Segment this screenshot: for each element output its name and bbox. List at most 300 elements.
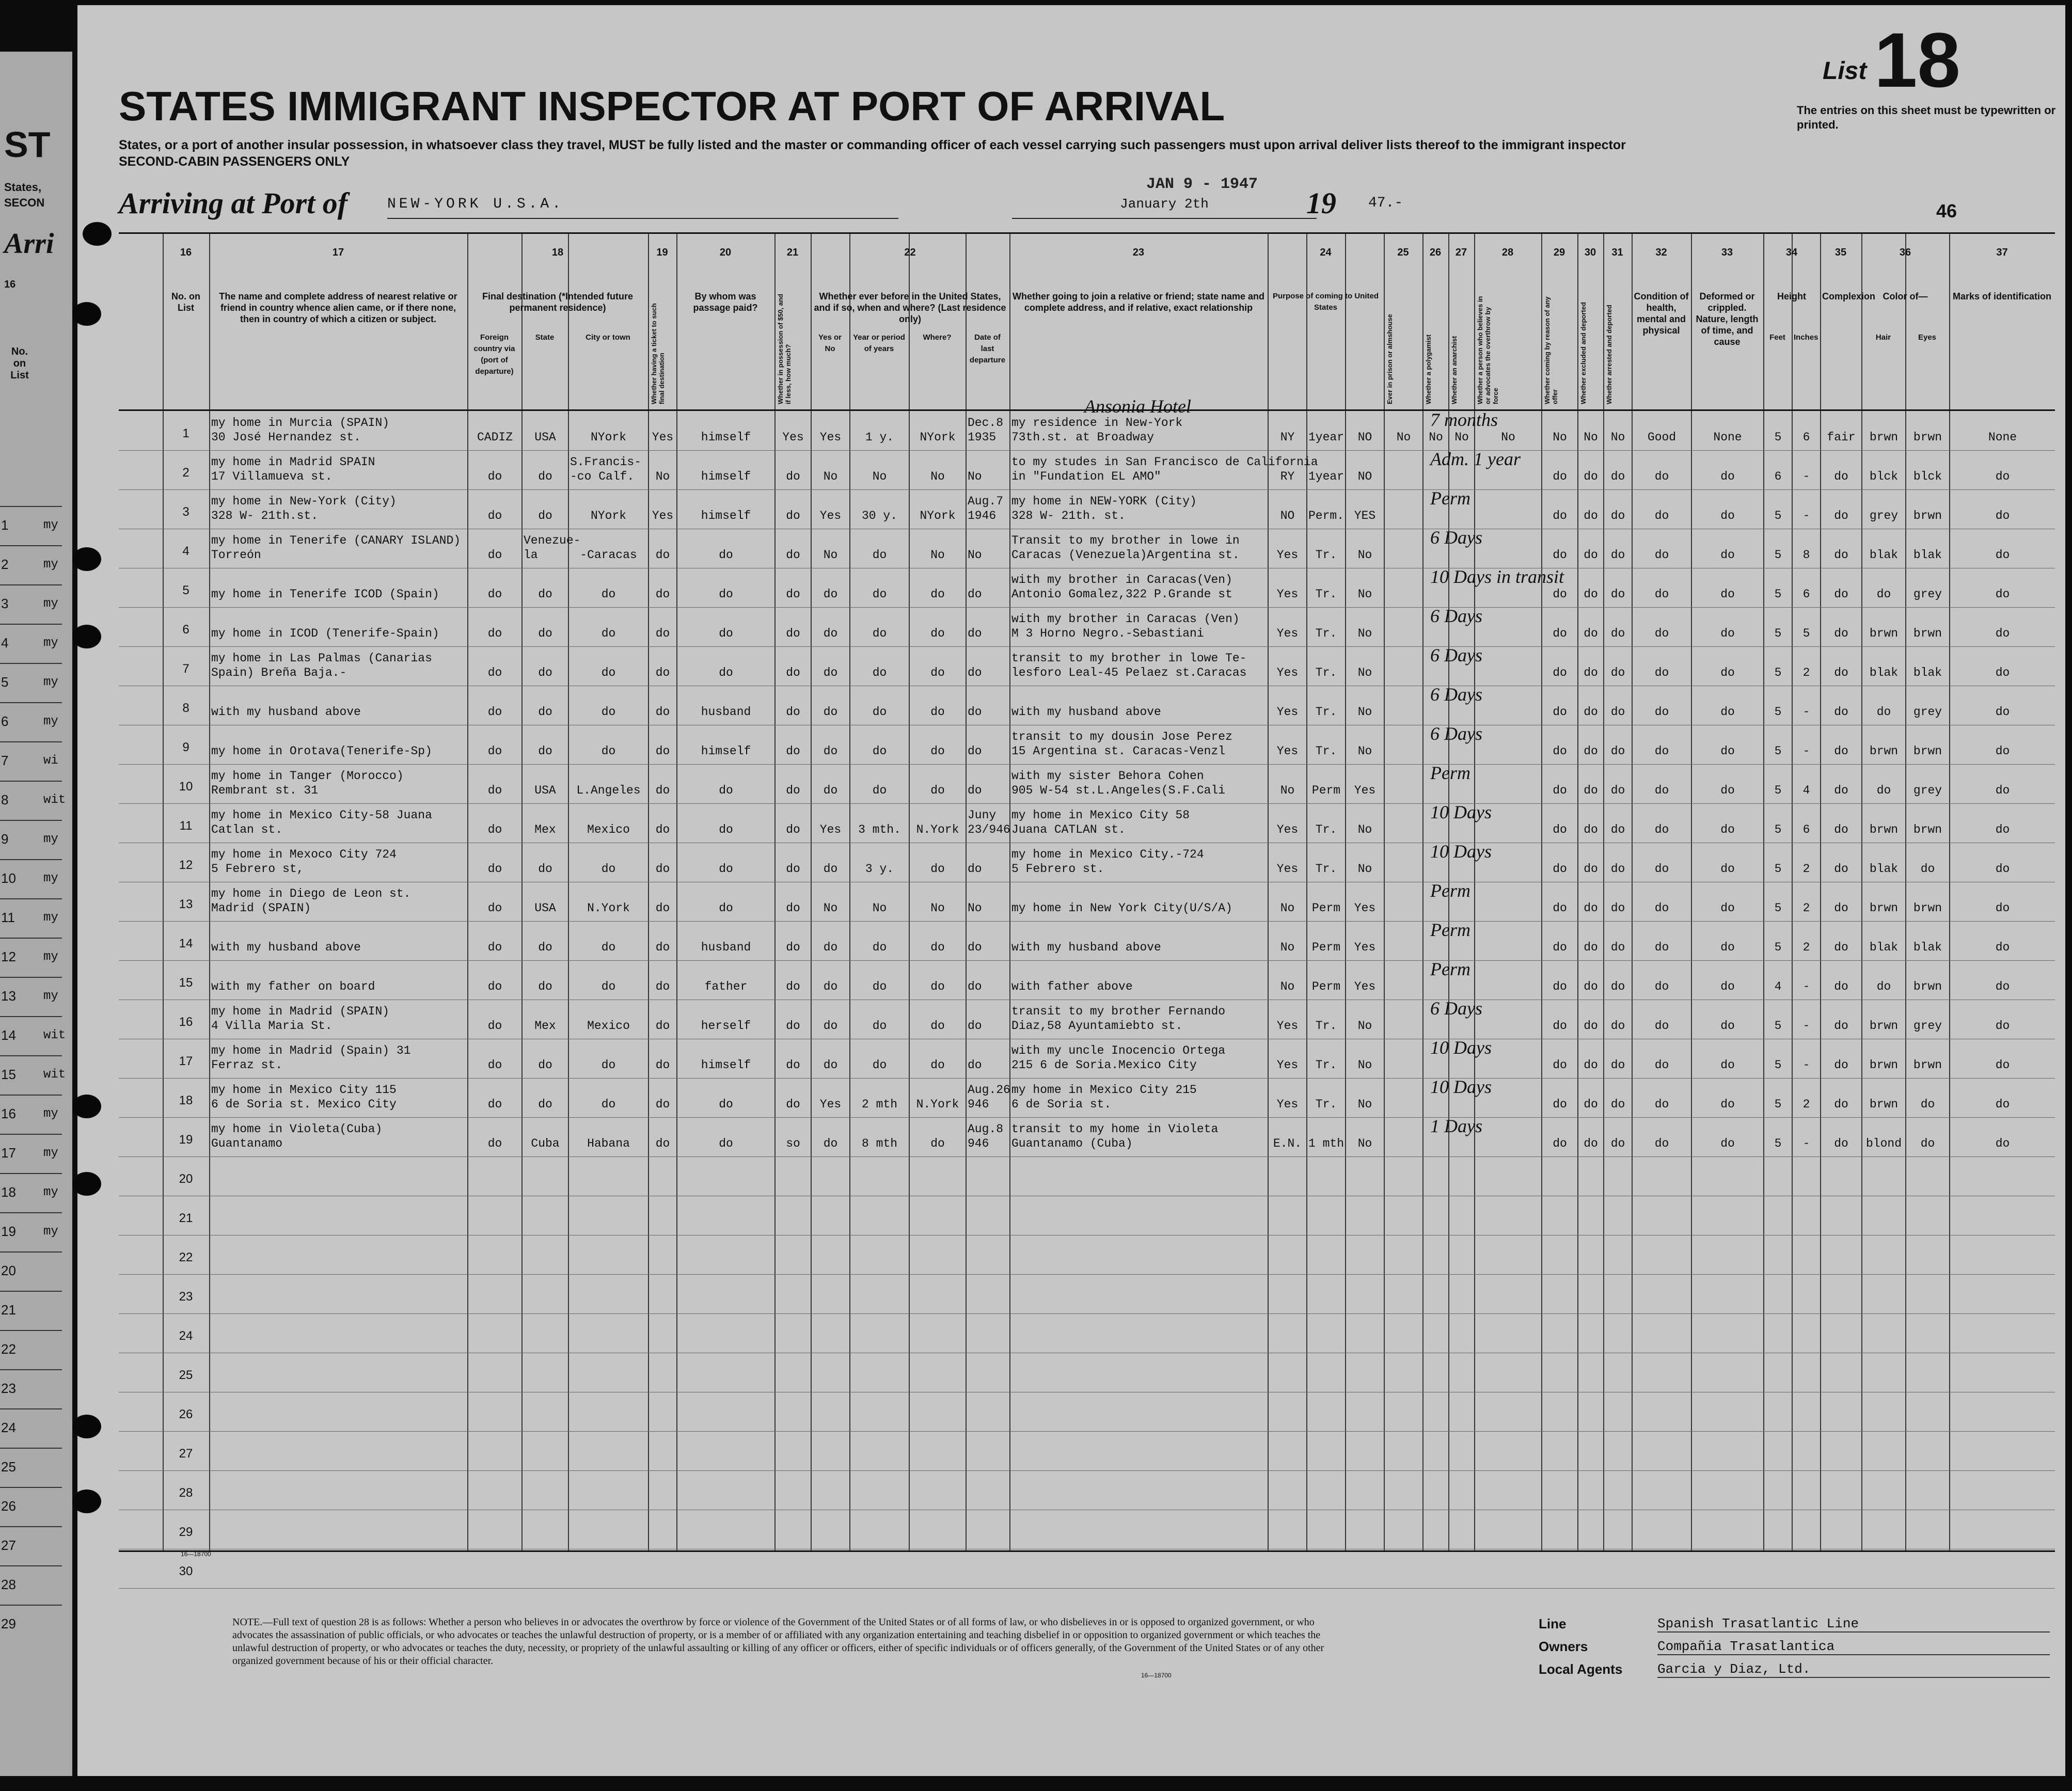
column-header: The name and complete address of nearest relative or friend in country whence alien came, or if there none, then in country of which a citizen or subject. [219, 291, 457, 324]
column-header: Whether arrested and deported [1605, 305, 1613, 404]
column-header: Whether a person who believes in or advocates the overthrow by force [1476, 296, 1499, 404]
table-cell: 1year [1308, 431, 1345, 444]
handwritten-note: 6 Days [1430, 723, 1482, 744]
table-cell: do [823, 705, 838, 719]
table-cell: do [655, 901, 670, 915]
page-title: STATES IMMIGRANT INSPECTOR AT PORT OF ARRIVAL [119, 83, 1225, 129]
table-cell: do [968, 941, 982, 954]
table-cell: 5 [1774, 431, 1782, 444]
table-cell: 5 [1774, 548, 1782, 562]
table-cell: do [872, 1019, 887, 1033]
table-cell: No [1357, 705, 1372, 719]
table-cell: do [872, 980, 887, 993]
table-cell: my home in New-York (City) [211, 495, 397, 508]
table-cell: USA [534, 901, 556, 915]
table-cell: NO [1280, 509, 1295, 522]
previous-sheet-line: States, [4, 181, 42, 194]
column-header: Final destination (*Intended future permanent residence) [482, 291, 633, 313]
table-cell: No [1280, 784, 1295, 797]
table-cell: do [655, 941, 670, 954]
table-cell: 2 [1802, 901, 1810, 915]
table-cell: No [930, 901, 945, 915]
table-cell: my home in New York City(U/S/A) [1011, 901, 1232, 915]
table-cell: do [487, 980, 502, 993]
table-cell: Mexico [587, 1019, 630, 1033]
previous-sheet-row [0, 977, 62, 1017]
table-cell: do [968, 1058, 982, 1072]
table-cell: do [786, 588, 800, 601]
table-cell: do [601, 627, 616, 640]
table-cell: 2 [1802, 666, 1810, 679]
table-cell: do [1610, 744, 1625, 758]
table-row [119, 1313, 2055, 1353]
table-cell: 215 6 de Soria.Mexico City [1011, 1058, 1197, 1072]
table-cell: Spain) Breña Baja.- [211, 666, 347, 679]
table-cell: with my husband above [1011, 941, 1161, 954]
table-cell: Perm [1311, 784, 1341, 797]
table-cell: do [1876, 784, 1891, 797]
table-cell: do [1553, 941, 1567, 954]
table-cell: do [1610, 941, 1625, 954]
row-number: 16 [179, 1015, 193, 1029]
table-cell: Dec.8 [968, 416, 1004, 430]
row-number: 1 [182, 426, 189, 440]
table-cell: 17 Villamueva st. [211, 470, 333, 483]
table-cell: my home in Madrid (SPAIN) [211, 1005, 390, 1018]
table-cell: do [655, 980, 670, 993]
table-cell: No [1357, 1058, 1372, 1072]
table-cell: E.N. [1273, 1137, 1302, 1150]
table-cell: do [1720, 1098, 1735, 1111]
table-cell: la [524, 548, 538, 562]
table-cell: do [1920, 1137, 1935, 1150]
table-cell: do [601, 588, 616, 601]
previous-sheet-row-number: 8 [1, 792, 9, 807]
table-cell: do [1834, 1019, 1848, 1033]
previous-sheet-row [0, 781, 66, 821]
table-cell: 23/946 [968, 823, 1010, 836]
column-number: 33 [1721, 247, 1733, 258]
table-cell: 5 [1774, 823, 1782, 836]
table-cell: do [1610, 705, 1625, 719]
table-cell: 905 W-54 st.L.Angeles(S.F.Cali [1011, 784, 1226, 797]
column-number: 23 [1132, 247, 1145, 258]
table-cell: brwn [1869, 744, 1899, 758]
table-cell: Yes [652, 431, 674, 444]
table-cell: do [1654, 470, 1669, 483]
table-cell: do [655, 666, 670, 679]
table-cell: Madrid (SPAIN) [211, 901, 311, 915]
table-cell: Tr. [1315, 744, 1337, 758]
table-cell: do [487, 627, 502, 640]
table-cell: No [968, 901, 982, 915]
table-cell: brwn [1869, 1019, 1899, 1033]
column-header: Where? [923, 333, 952, 342]
table-cell: do [1654, 823, 1669, 836]
previous-sheet-row [0, 1016, 66, 1056]
table-cell: 6 [1802, 431, 1810, 444]
table-cell: 5 [1802, 627, 1810, 640]
table-cell: 5 [1774, 1137, 1782, 1150]
table-cell: do [1995, 588, 2010, 601]
table-cell: do [1995, 823, 2010, 836]
previous-sheet-row-text: wit [43, 1028, 66, 1042]
previous-sheet-row-number: 10 [1, 870, 16, 886]
table-cell: -co Calf. [570, 470, 635, 483]
list-note: The entries on this sheet must be typewritten or printed. [1797, 104, 2056, 131]
list-number-block [1792, 15, 2060, 134]
table-cell: blak [1869, 941, 1899, 954]
column-header: By whom was passage paid? [693, 291, 758, 313]
previous-sheet-row-number: 4 [1, 635, 9, 651]
table-cell: do [487, 548, 502, 562]
table-cell: Torreón [211, 548, 261, 562]
previous-sheet-col-number: 16 [4, 279, 16, 290]
table-cell: No [1584, 431, 1598, 444]
table-cell: do [1995, 901, 2010, 915]
previous-sheet-row-text: my [43, 832, 58, 846]
table-cell: do [538, 980, 552, 993]
table-cell: Tr. [1315, 1098, 1337, 1111]
table-cell: Tr. [1315, 548, 1337, 562]
column-header: Inches [1794, 333, 1818, 342]
column-header: Whether in possession of $50, and if less, how much? [777, 294, 792, 404]
table-row [119, 725, 2055, 765]
table-cell: do [786, 470, 800, 483]
table-cell: do [1553, 1058, 1567, 1072]
previous-sheet-row-number: 12 [1, 949, 16, 964]
table-cell: Perm [1311, 901, 1341, 915]
previous-sheet-row-number: 29 [1, 1616, 16, 1631]
table-cell: Yes [1276, 744, 1299, 758]
previous-sheet-row-text: my [43, 911, 58, 925]
previous-sheet-row-number: 18 [1, 1184, 16, 1200]
table-cell: do [786, 705, 800, 719]
table-cell: grey [1913, 784, 1942, 797]
table-cell: my home in Diego de Leon st. [211, 887, 411, 900]
previous-sheet-row-text: my [43, 558, 58, 572]
table-cell: do [1720, 1137, 1735, 1150]
table-row [119, 882, 2055, 922]
table-cell: do [719, 627, 733, 640]
table-cell: do [786, 784, 800, 797]
table-cell: my home in Tenerife (CANARY ISLAND) [211, 534, 461, 547]
table-cell: do [538, 588, 552, 601]
table-cell: do [1654, 548, 1669, 562]
table-cell: - [1802, 1019, 1810, 1033]
punch-hole [72, 547, 101, 571]
table-cell: do [1610, 823, 1625, 836]
table-cell: Ferraz st. [211, 1058, 283, 1072]
table-row [119, 803, 2055, 843]
handwritten-note: 1 Days [1430, 1116, 1482, 1136]
table-cell: do [538, 941, 552, 954]
previous-sheet-line: SECON [4, 196, 45, 209]
table-cell: do [655, 1058, 670, 1072]
table-cell: do [823, 1058, 838, 1072]
table-cell: do [1654, 705, 1669, 719]
row-number: 22 [179, 1250, 193, 1264]
table-cell: do [1995, 627, 2010, 640]
table-cell: YES [1354, 509, 1376, 522]
table-cell: do [786, 862, 800, 876]
table-cell: do [1553, 588, 1567, 601]
handwritten-note: 10 Days [1430, 1076, 1492, 1097]
table-cell: do [487, 784, 502, 797]
table-cell: 4 [1802, 784, 1810, 797]
previous-sheet-line: Arri [4, 228, 54, 260]
table-cell: do [930, 705, 945, 719]
table-cell: Yes [1276, 548, 1299, 562]
table-cell: do [930, 941, 945, 954]
table-cell: grey [1913, 705, 1942, 719]
date-stamp: JAN 9 - 1947 [1146, 176, 1258, 193]
table-cell: grey [1913, 1019, 1942, 1033]
table-row [119, 1392, 2055, 1432]
table-cell: do [719, 862, 733, 876]
table-cell: my home in Mexico City 215 [1011, 1083, 1197, 1097]
table-cell: do [930, 1019, 945, 1033]
table-cell: brwn [1913, 980, 1942, 993]
previous-sheet-row-number: 24 [1, 1420, 16, 1435]
table-cell: No [823, 901, 838, 915]
table-cell: do [872, 784, 887, 797]
table-cell: my home in Violeta(Cuba) [211, 1122, 383, 1136]
table-cell: 3 y. [865, 862, 894, 876]
table-cell: Yes [1276, 1098, 1299, 1111]
table-cell: do [968, 627, 982, 640]
table-cell: - [1802, 509, 1810, 522]
table-cell: do [1834, 744, 1848, 758]
column-number: 29 [1553, 247, 1565, 258]
handwritten-note: Adm. 1 year [1430, 449, 1521, 469]
column-header: State [535, 333, 555, 342]
owners-label: Owners [1539, 1639, 1588, 1654]
row-number: 28 [179, 1486, 193, 1500]
table-cell: Yes [819, 823, 842, 836]
table-cell: do [1610, 470, 1625, 483]
table-cell: do [1995, 1058, 2010, 1072]
table-cell: 1 y. [865, 431, 894, 444]
table-row [119, 960, 2055, 1000]
table-cell: do [1995, 1137, 2010, 1150]
year-prefix: 19 [1306, 186, 1336, 220]
table-cell: do [1584, 548, 1598, 562]
table-cell: do [1610, 862, 1625, 876]
table-cell: do [930, 666, 945, 679]
handwritten-note: Perm [1430, 763, 1470, 783]
table-cell: 8 [1802, 548, 1810, 562]
table-row [119, 1000, 2055, 1039]
table-cell: do [1834, 1098, 1848, 1111]
table-cell: do [719, 823, 733, 836]
table-cell: No [1454, 431, 1469, 444]
table-cell: do [538, 627, 552, 640]
column-header: Date of last departure [969, 333, 1006, 364]
table-cell: do [1584, 470, 1598, 483]
table-cell: NO [1357, 470, 1372, 483]
table-cell: None [1988, 431, 2017, 444]
table-cell: Tr. [1315, 862, 1337, 876]
table-cell: do [968, 744, 982, 758]
table-cell: grey [1869, 509, 1899, 522]
column-number: 17 [332, 247, 344, 258]
table-cell: No [1357, 1137, 1372, 1150]
table-cell: No [968, 470, 982, 483]
table-cell: Guantanamo [211, 1137, 283, 1150]
column-header: Whether going to join a relative or friend; state name and complete address, and if relative, exact relationship [1012, 291, 1265, 313]
table-cell: do [968, 588, 982, 601]
table-cell: do [1720, 705, 1735, 719]
table-row [119, 1078, 2055, 1118]
punch-hole [72, 1172, 101, 1196]
table-cell: do [1995, 1019, 2010, 1033]
table-cell: do [487, 470, 502, 483]
column-header: City or town [586, 333, 630, 342]
row-number: 8 [182, 701, 189, 715]
table-cell: do [930, 627, 945, 640]
table-cell: Perm. [1308, 509, 1345, 522]
table-cell: do [1720, 784, 1735, 797]
table-cell: brwn [1913, 1058, 1942, 1072]
previous-sheet-row [0, 1526, 62, 1566]
handwritten-note: Perm [1430, 959, 1470, 979]
table-cell: do [930, 588, 945, 601]
table-cell: Yes [1354, 901, 1376, 915]
table-cell: do [1654, 1019, 1669, 1033]
column-header: Feet [1769, 333, 1785, 342]
column-number: 22 [904, 247, 916, 258]
table-cell: brwn [1869, 627, 1899, 640]
table-cell: husband [701, 705, 751, 719]
table-cell: Tr. [1315, 666, 1337, 679]
previous-sheet-row-text: my [43, 675, 58, 689]
table-cell: do [601, 705, 616, 719]
table-cell: do [487, 744, 502, 758]
table-cell: No [1357, 666, 1372, 679]
table-cell: NYork [920, 431, 956, 444]
table-cell: do [487, 1019, 502, 1033]
table-cell: NO [1357, 431, 1372, 444]
table-cell: do [1995, 509, 2010, 522]
table-cell: lesforo Leal-45 Pelaez st.Caracas [1011, 666, 1247, 679]
table-cell: blck [1869, 470, 1899, 483]
column-header: Whether a polygamist [1425, 334, 1432, 404]
table-cell: Yes [1276, 1058, 1299, 1072]
row-number: 30 [179, 1564, 193, 1578]
table-cell: do [1920, 862, 1935, 876]
table-cell: do [1553, 1098, 1567, 1111]
table-cell: do [1654, 509, 1669, 522]
previous-sheet-row-number: 7 [1, 753, 9, 768]
table-cell: 5 Febrero st, [211, 862, 304, 876]
arrival-date: January 2th [1012, 196, 1317, 219]
table-cell: do [930, 744, 945, 758]
table-cell: do [601, 862, 616, 876]
table-cell: brwn [1869, 431, 1899, 444]
table-cell: NYork [590, 431, 626, 444]
previous-sheet-row-number: 23 [1, 1381, 16, 1396]
table-cell: do [1834, 470, 1848, 483]
column-header: Ever in prison or almshouse [1386, 314, 1394, 404]
table-cell: 328 W- 21th.st. [211, 509, 319, 522]
table-cell: do [1995, 548, 2010, 562]
row-number: 26 [179, 1407, 193, 1421]
table-cell: N.York [587, 901, 630, 915]
column-number: 28 [1501, 247, 1514, 258]
table-row [119, 686, 2055, 725]
table-cell: do [1995, 470, 2010, 483]
column-number: 26 [1429, 247, 1442, 258]
row-number: 3 [182, 505, 189, 519]
table-cell: Caracas (Venezuela)Argentina st. [1011, 548, 1240, 562]
column-number: 21 [786, 247, 799, 258]
table-cell: do [872, 627, 887, 640]
table-cell: brwn [1869, 823, 1899, 836]
table-cell: do [1553, 509, 1567, 522]
form-code: 16—18700 [181, 1550, 211, 1558]
table-cell: grey [1913, 588, 1942, 601]
table-row [119, 921, 2055, 961]
table-cell: - [1802, 1137, 1810, 1150]
handwritten-note: 6 Days [1430, 998, 1482, 1019]
table-cell: my home in NEW-YORK (City) [1011, 495, 1197, 508]
table-cell: do [655, 744, 670, 758]
table-cell: do [786, 941, 800, 954]
table-cell: 2 mth [861, 1098, 897, 1111]
previous-sheet-row [0, 1291, 62, 1331]
table-cell: do [1834, 1058, 1848, 1072]
row-number: 27 [179, 1447, 193, 1461]
row-number: 23 [179, 1290, 193, 1304]
table-cell: Aug.7 [968, 495, 1004, 508]
previous-sheet-row [0, 1369, 62, 1409]
table-cell: brwn [1869, 1098, 1899, 1111]
table-cell: do [1584, 509, 1598, 522]
previous-sheet-row [0, 898, 62, 939]
previous-sheet-row-number: 22 [1, 1341, 16, 1357]
previous-sheet-row-text: my [43, 989, 58, 1003]
table-cell: do [1720, 862, 1735, 876]
table-cell: Yes [1276, 823, 1299, 836]
punch-hole [72, 302, 101, 326]
table-cell: do [601, 1098, 616, 1111]
previous-sheet-row [0, 663, 62, 703]
table-cell: Yes [819, 1098, 842, 1111]
table-cell: do [968, 666, 982, 679]
row-number: 5 [182, 583, 189, 597]
column-header: Whether having a ticket to such final destination [650, 303, 666, 404]
table-cell: do [655, 784, 670, 797]
table-cell: No [1357, 627, 1372, 640]
row-number: 21 [179, 1211, 193, 1225]
previous-sheet-row [0, 1330, 62, 1370]
table-cell: do [601, 666, 616, 679]
table-cell: do [1584, 1019, 1598, 1033]
table-cell: do [1834, 509, 1848, 522]
arriving-label: Arriving at Port of [119, 186, 348, 220]
table-cell: do [1834, 666, 1848, 679]
table-cell: Aug.8 [968, 1122, 1004, 1136]
table-cell: do [538, 744, 552, 758]
column-header: Whether an anarchist [1450, 336, 1458, 404]
previous-sheet-row-number: 27 [1, 1538, 16, 1553]
table-cell: with my husband above [211, 941, 361, 954]
table-cell: do [1553, 470, 1567, 483]
table-cell: do [823, 980, 838, 993]
handwritten-note: 10 Days [1430, 1037, 1492, 1058]
table-cell: do [872, 588, 887, 601]
